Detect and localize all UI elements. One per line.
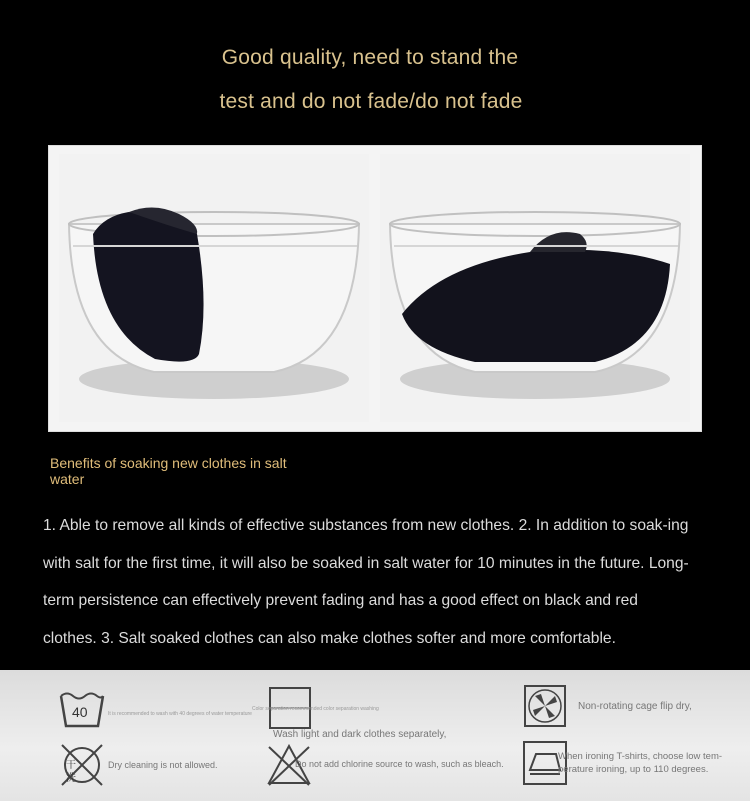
benefits-description: 1. Able to remove all kinds of effective substances from new clothes. 2. In addition to soak-ing with salt for the first time, it will also be soaked in salt water for 10 minutes in the future. Long-term persistence can effectively prevent fading and has a good effect on black and red clothes. 3. Salt soaked clothes can also make clothes softer and more comfortable. — [43, 517, 689, 647]
headline-line-1: Good quality, need to stand the — [221, 46, 519, 69]
no-dry-clean-label: Dry cleaning is not allowed. — [108, 760, 218, 770]
color-separation-small-label: Color separation recommended color separation washing — [252, 706, 379, 712]
care-instructions-panel — [0, 670, 750, 801]
bowl-photo-right — [380, 154, 690, 422]
color-separation-label: Wash light and dark clothes separately, — [273, 729, 447, 740]
low-iron-label: When ironing T-shirts, choose low tem-perature ironing, up to 110 degrees. — [558, 751, 723, 775]
tumble-dry-label: Non-rotating cage flip dry, — [578, 701, 692, 712]
headline-line-2: test and do not fade/do not fade — [219, 90, 523, 113]
tumble-dry-icon — [523, 684, 569, 730]
salt-soak-comparison-photo — [48, 145, 702, 432]
bowl-photo-left — [59, 154, 369, 422]
wash-40-number: 40 — [72, 704, 88, 720]
no-dry-clean-glyph: 干洗 — [66, 760, 76, 784]
wash-40-label: It is recommended to wash with 40 degrees of water temperature — [108, 711, 252, 717]
benefits-heading: Benefits of soaking new clothes in salt water — [50, 455, 287, 487]
no-bleach-label: Do not add chlorine source to wash, such as bleach. — [295, 759, 504, 769]
